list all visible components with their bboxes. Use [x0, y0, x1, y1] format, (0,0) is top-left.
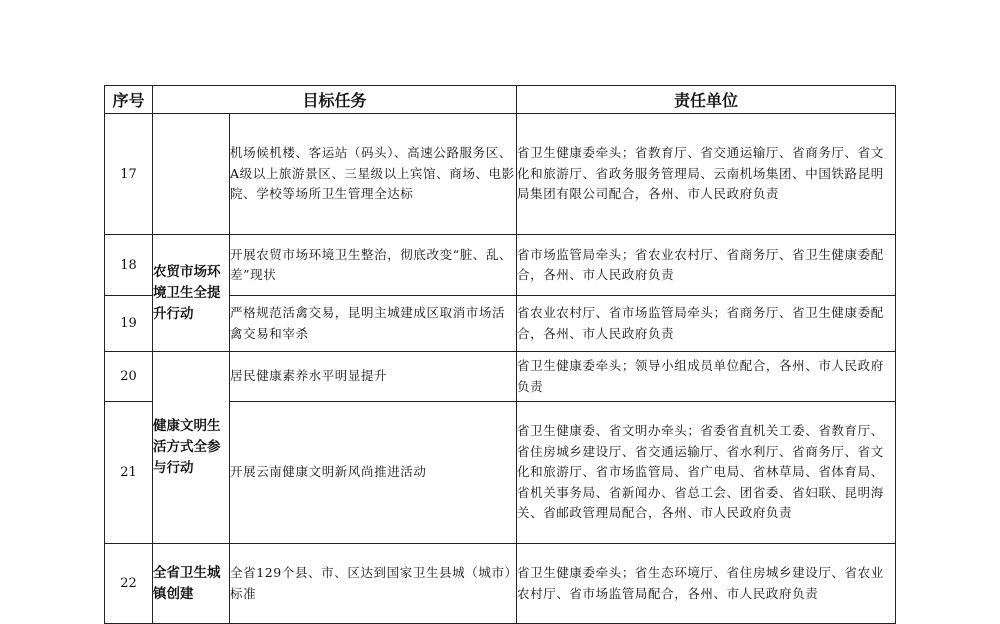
task-cell: 机场候机楼、客运站（码头）、高速公路服务区、A级以上旅游景区、三星级以上宾馆、商场、电影院、学校等场所卫生管理全达标 [230, 114, 517, 235]
row-number: 21 [105, 402, 153, 544]
task-cell: 开展农贸市场环境卫生整治，彻底改变“脏、乱、差”现状 [230, 235, 517, 296]
unit-cell: 省卫生健康委、省文明办牵头；省委省直机关工委、省教育厅、省住房城乡建设厅、省交通运输厅、省水利厅、省商务厅、省文化和旅游厅、省市场监管局、省广电局、省林草局、省体育局、省机关事务局、省新闻办、省总工会、团省委、省妇联、昆明海关、省邮政管理局配合，各州、市人民政府负责 [517, 402, 896, 544]
header-unit: 责任单位 [517, 86, 896, 114]
task-cell: 居民健康素养水平明显提升 [230, 352, 517, 402]
task-cell: 严格规范活禽交易，昆明主城建成区取消市场活禽交易和宰杀 [230, 296, 517, 352]
category-cell-empty [153, 114, 230, 235]
header-num: 序号 [105, 86, 153, 114]
unit-cell: 省卫生健康委牵头；省教育厅、省交通运输厅、省商务厅、省文化和旅游厅、省政务服务管理局、云南机场集团、中国铁路昆明局集团有限公司配合，各州、市人民政府负责 [517, 114, 896, 235]
header-row [105, 86, 896, 114]
task-cell: 开展云南健康文明新风尚推进活动 [230, 402, 517, 544]
category-cell: 健康文明生活方式全参与行动 [153, 352, 230, 544]
unit-cell: 省卫生健康委牵头；省生态环境厅、省住房城乡建设厅、省农业农村厅、省市场监管局配合，各州、市人民政府负责 [517, 544, 896, 624]
row-number: 19 [105, 296, 153, 352]
row-number: 22 [105, 544, 153, 624]
task-table [104, 85, 896, 624]
category-cell: 农贸市场环境卫生全提升行动 [153, 235, 230, 352]
category-cell: 全省卫生城镇创建 [153, 544, 230, 624]
table-row [105, 352, 896, 402]
table-row [105, 544, 896, 624]
row-number: 20 [105, 352, 153, 402]
task-cell: 全省129个县、市、区达到国家卫生县城（城市）标准 [230, 544, 517, 624]
unit-cell: 省农业农村厅、省市场监管局牵头；省商务厅、省卫生健康委配合，各州、市人民政府负责 [517, 296, 896, 352]
unit-cell: 省市场监管局牵头；省农业农村厅、省商务厅、省卫生健康委配合，各州、市人民政府负责 [517, 235, 896, 296]
unit-cell: 省卫生健康委牵头；领导小组成员单位配合，各州、市人民政府负责 [517, 352, 896, 402]
header-task: 目标任务 [153, 86, 517, 114]
table-row [105, 235, 896, 296]
table-row [105, 114, 896, 235]
row-number: 18 [105, 235, 153, 296]
row-number: 17 [105, 114, 153, 235]
